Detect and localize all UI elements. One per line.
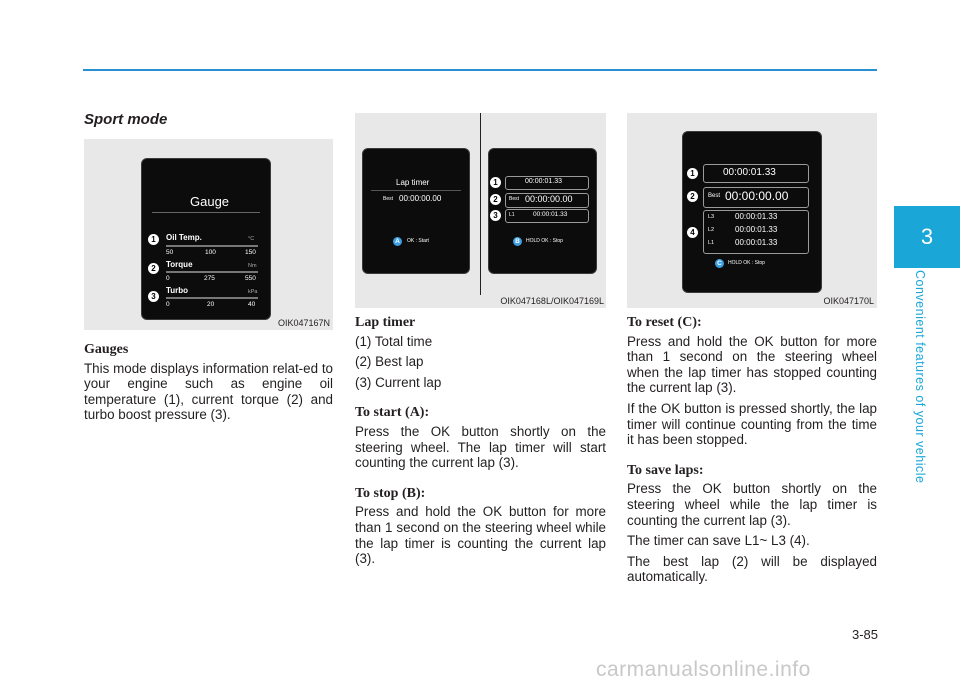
laps-saved-screen xyxy=(682,131,822,293)
lap-timer-start-screen xyxy=(362,148,470,274)
marker-c: C xyxy=(715,259,724,268)
torque-bar xyxy=(166,271,258,273)
stop-heading: To stop (B): xyxy=(355,485,426,501)
oil-temp-label: Oil Temp. xyxy=(166,233,202,242)
gauge-screen xyxy=(141,158,271,320)
stop-hint: HOLD OK : Stop xyxy=(526,238,563,244)
stop-body: Press and hold the OK button for more than 1 second on the steering wheel while the lap timer is counting the current lap (3). xyxy=(355,504,606,567)
saved-marker-1: 1 xyxy=(687,168,698,179)
reset-heading: To reset (C): xyxy=(627,315,702,330)
gauges-heading: Gauges xyxy=(84,342,129,357)
lap-timer-stop-screen xyxy=(488,148,597,274)
gauge-caption: OIK047167N xyxy=(277,318,330,328)
saved-marker-2: 2 xyxy=(687,191,698,202)
save-heading: To save laps: xyxy=(627,462,704,478)
save-body-1: Press the OK button shortly on the steering wheel while the lap timer is counting the current lap (3). xyxy=(627,481,877,528)
turbo-tick-2: 40 xyxy=(248,301,256,308)
oil-temp-unit: °C xyxy=(248,236,255,242)
lap-marker-1: 1 xyxy=(490,177,501,188)
torque-tick-2: 550 xyxy=(245,275,256,282)
laps-saved-caption: OIK047170L xyxy=(823,296,874,306)
gauges-body: This mode displays information relat-ed to your engine such as engine oil temperature (1), current torque (2) and turbo boost pressure (3). xyxy=(84,360,333,423)
oil-temp-tick-0: 50 xyxy=(166,249,174,256)
oil-temp-tick-2: 150 xyxy=(245,249,256,256)
saved-hint: HOLD OK : Stop xyxy=(728,260,765,266)
reset-body-2: If the OK button is pressed shortly, the lap timer will continue counting from the time it has been stopped. xyxy=(627,400,877,448)
lap-timer-title: Lap timer xyxy=(396,178,430,187)
gauge-marker-3: 3 xyxy=(148,291,159,302)
laps-saved-figure xyxy=(627,113,877,308)
gauge-title: Gauge xyxy=(190,194,230,209)
saved-marker-4: 4 xyxy=(687,227,698,238)
reset-body-1: Press and hold the OK button for more than 1 second on the steering wheel when the lap timer has stopped counting the current lap (3). xyxy=(627,333,877,396)
oil-temp-tick-1: 100 xyxy=(205,249,216,256)
lap-timer-caption: OIK047168L/OIK047169L xyxy=(500,296,604,306)
stop-best-value: 00:00:00.00 xyxy=(525,194,573,204)
start-heading: To start (A): xyxy=(355,405,430,421)
current-lap-value: 00:00:01.33 xyxy=(533,211,568,218)
chapter-title: Convenient features of your vehicle xyxy=(913,270,927,484)
torque-tick-0: 0 xyxy=(166,275,170,282)
chapter-tab xyxy=(894,206,960,268)
saved-best-value: 00:00:00.00 xyxy=(725,189,789,203)
lap-2-label: L2 xyxy=(708,227,715,233)
oil-temp-bar xyxy=(166,245,258,247)
gauge-figure xyxy=(84,139,333,330)
figure-divider xyxy=(480,113,481,295)
column-1 xyxy=(84,342,333,427)
column-3 xyxy=(627,315,877,589)
torque-unit: Nm xyxy=(248,263,257,269)
start-best-value: 00:00:00.00 xyxy=(399,194,442,203)
turbo-unit: kPa xyxy=(248,289,258,295)
lap-3-label: L3 xyxy=(708,214,715,220)
start-hint: OK : Start xyxy=(407,238,429,244)
marker-a: A xyxy=(393,237,402,246)
lap-item-current: (3) Current lap xyxy=(355,374,442,390)
turbo-bar xyxy=(166,297,258,299)
turbo-tick-1: 20 xyxy=(207,301,215,308)
header-rule xyxy=(83,69,877,71)
column-2 xyxy=(355,315,606,571)
lap-timer-figure xyxy=(355,113,606,308)
page-number: 3-85 xyxy=(851,627,878,642)
lap-1-value: 00:00:01.33 xyxy=(735,238,778,247)
start-body: Press the OK button shortly on the steering wheel. The lap timer will start counting the current lap (3). xyxy=(355,423,606,471)
start-best-label: Best xyxy=(383,196,394,202)
lap-marker-3: 3 xyxy=(490,210,501,221)
lap-2-value: 00:00:01.33 xyxy=(735,225,778,234)
lap-3-value: 00:00:01.33 xyxy=(735,212,778,221)
lap-marker-2: 2 xyxy=(490,194,501,205)
stop-best-label: Best xyxy=(509,196,520,202)
chapter-number: 3 xyxy=(920,224,934,249)
lap-1-label: L1 xyxy=(708,240,715,246)
turbo-tick-0: 0 xyxy=(166,301,170,308)
gauge-title-rule xyxy=(152,212,260,213)
gauge-marker-1: 1 xyxy=(148,234,159,245)
gauge-marker-2: 2 xyxy=(148,263,159,274)
lap-item-best: (2) Best lap xyxy=(355,354,424,370)
section-title: Sport mode xyxy=(84,111,168,128)
torque-tick-1: 275 xyxy=(204,275,215,282)
turbo-label: Turbo xyxy=(166,286,189,295)
save-body-2: The timer can save L1~ L3 (4). xyxy=(627,533,810,549)
lap-timer-title-rule xyxy=(371,190,461,191)
lap-timer-heading: Lap timer xyxy=(355,315,416,330)
current-lap-label: L1 xyxy=(509,212,515,218)
torque-label: Torque xyxy=(166,260,193,269)
saved-total-value: 00:00:01.33 xyxy=(723,167,776,178)
lap-item-total: (1) Total time xyxy=(355,333,433,349)
watermark: carmanualsonline.info xyxy=(596,658,811,681)
marker-b: B xyxy=(513,237,522,246)
total-time-value: 00:00:01.33 xyxy=(525,178,562,185)
save-body-3: The best lap (2) will be displayed automatically. xyxy=(627,553,877,585)
saved-best-label: Best xyxy=(708,193,721,199)
